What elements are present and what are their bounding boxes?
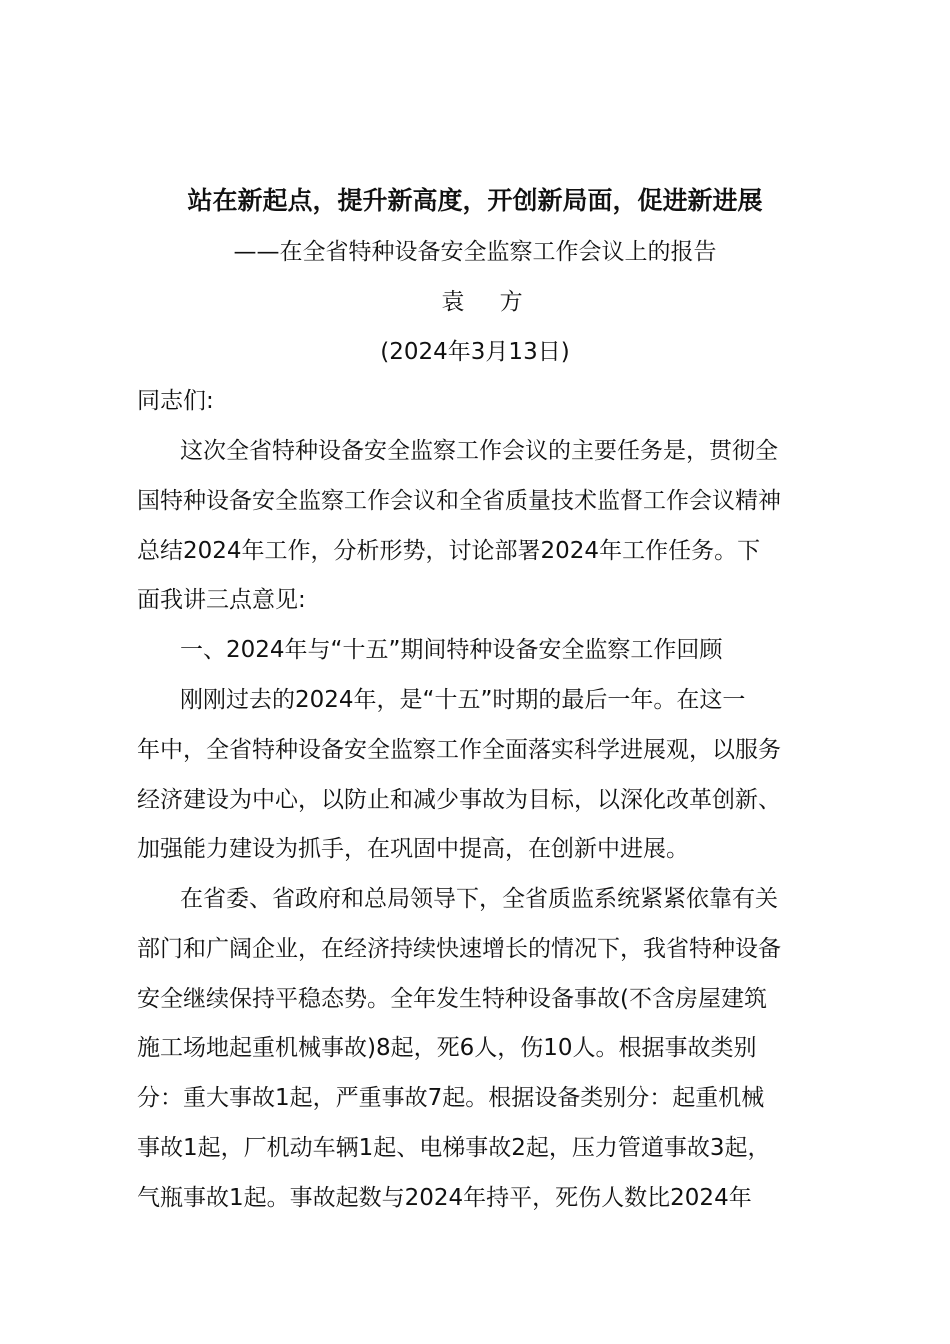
paragraph-line: 年中，全省特种设备安全监察工作全面落实科学进展观，以服务 xyxy=(137,737,781,763)
section-heading: 一、2024年与“十五”期间特种设备安全监察工作回顾 xyxy=(180,637,723,663)
paragraph-line: 加强能力建设为抓手，在巩固中提高，在创新中进展。 xyxy=(137,836,689,862)
paragraph-line: 经济建设为中心，以防止和减少事故为目标，以深化改革创新、 xyxy=(137,787,781,813)
salutation: 同志们: xyxy=(137,388,214,414)
paragraph-line: 这次全省特种设备安全监察工作会议的主要任务是，贯彻全 xyxy=(180,438,778,464)
document-title: 站在新起点，提升新高度，开创新局面，促进新进展 xyxy=(187,186,763,215)
paragraph-line: 刚刚过去的2024年，是“十五”时期的最后一年。在这一 xyxy=(180,687,746,713)
paragraph-line: 施工场地起重机械事故)8起，死6人，伤10人。根据事故类别 xyxy=(137,1035,757,1061)
paragraph-line: 分：重大事故1起，严重事故7起。根据设备类别分：起重机械 xyxy=(137,1085,765,1111)
paragraph-line: 部门和广阔企业，在经济持续快速增长的情况下，我省特种设备 xyxy=(137,936,781,962)
document-author: 袁 方 xyxy=(441,289,537,315)
paragraph-line: 面我讲三点意见: xyxy=(137,587,306,613)
paragraph-line: 气瓶事故1起。事故起数与2024年持平，死伤人数比2024年 xyxy=(137,1185,752,1211)
document-subtitle: ——在全省特种设备安全监察工作会议上的报告 xyxy=(233,239,717,265)
paragraph-line: 总结2024年工作，分析形势，讨论部署2024年工作任务。下 xyxy=(137,538,761,564)
document-date: (2024年3月13日) xyxy=(380,339,570,365)
paragraph-line: 国特种设备安全监察工作会议和全省质量技术监督工作会议精神 xyxy=(137,488,781,514)
paragraph-line: 事故1起，厂机动车辆1起、电梯事故2起，压力管道事故3起， xyxy=(137,1135,771,1161)
paragraph-line: 安全继续保持平稳态势。全年发生特种设备事故(不含房屋建筑 xyxy=(137,986,767,1012)
paragraph-line: 在省委、省政府和总局领导下，全省质监系统紧紧依靠有关 xyxy=(180,886,778,912)
